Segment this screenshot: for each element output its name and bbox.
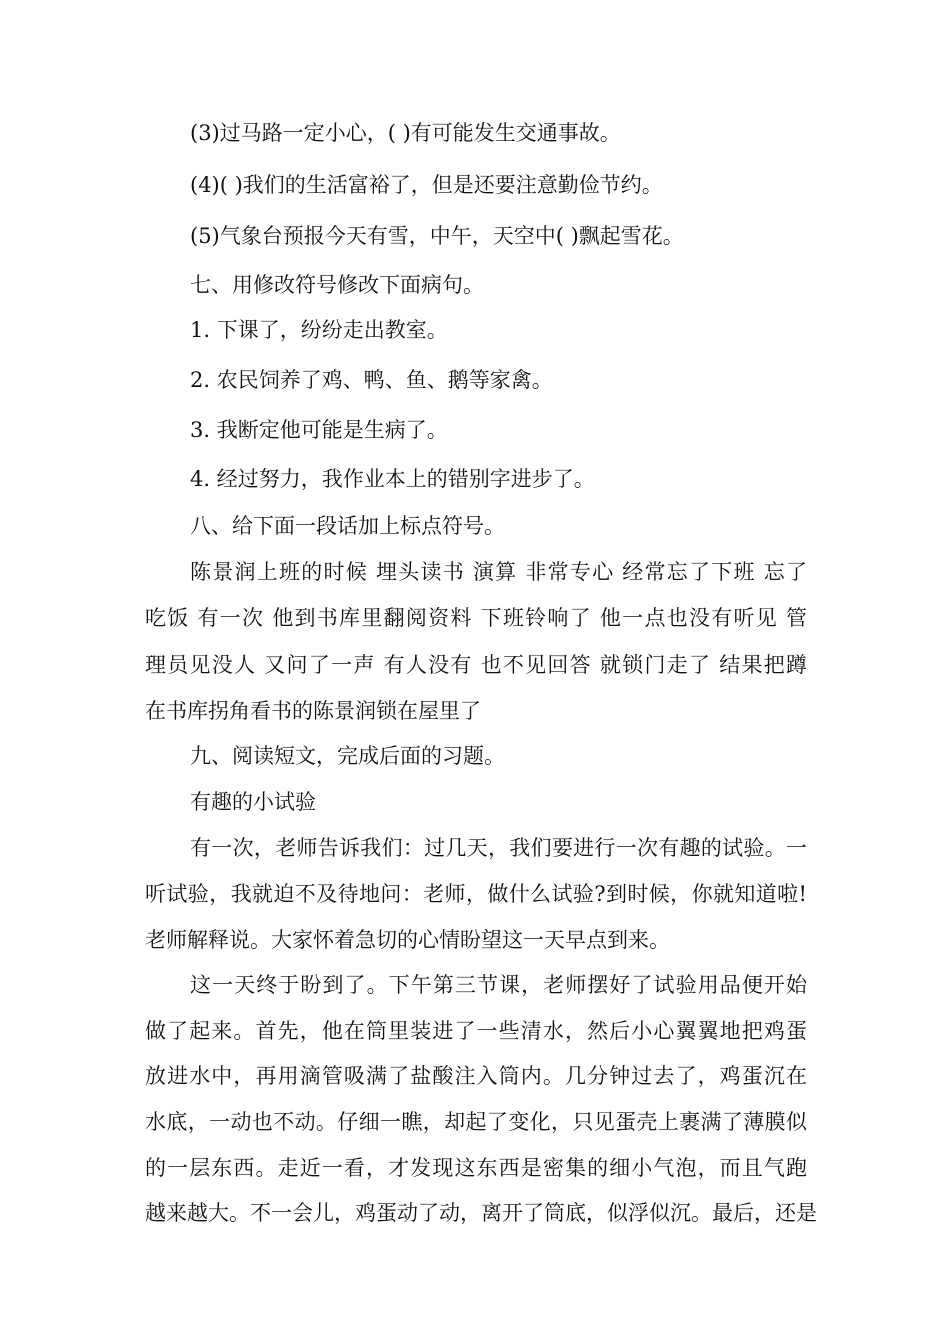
- story-line: 水底，一动也不动。仔细一瞧，却起了变化，只见蛋壳上裹满了薄膜似: [145, 1110, 807, 1134]
- fill-item-3: (3)过马路一定小心，( )有可能发生交通事故。: [190, 121, 621, 145]
- fill-item-4: (4)( )我们的生活富裕了，但是还要注意勤俭节约。: [190, 173, 663, 197]
- story-line: 听试验，我就迫不及待地问：老师，做什么试验?到时候，你就知道啦!: [145, 882, 807, 906]
- story-line: 的一层东西。走近一看，才发现这东西是密集的细小气泡，而且气跑: [145, 1156, 807, 1180]
- story-line: 越来越大。不一会儿，鸡蛋动了动，离开了筒底，似浮似沉。最后，还是: [145, 1201, 817, 1225]
- sentence-3: 3. 我断定他可能是生病了。: [190, 418, 448, 442]
- sentence-2: 2. 农民饲养了鸡、鸭、鱼、鹅等家禽。: [190, 368, 553, 392]
- passage-line: 吃饭 有一次 他到书库里翻阅资料 下班铃响了 他一点也没有听见 管: [145, 606, 807, 630]
- story-title: 有趣的小试验: [190, 790, 316, 814]
- story-line: 做了起来。首先，他在筒里装进了一些清水，然后小心翼翼地把鸡蛋: [145, 1019, 807, 1043]
- sentence-4: 4. 经过努力，我作业本上的错别字进步了。: [190, 467, 595, 491]
- passage-line: 在书库拐角看书的陈景润锁在屋里了: [145, 699, 481, 723]
- story-line: 放进水中，再用滴管吸满了盐酸注入筒内。几分钟过去了，鸡蛋沉在: [145, 1064, 807, 1088]
- section-9-heading: 九、阅读短文，完成后面的习题。: [190, 744, 505, 768]
- section-8-heading: 八、给下面一段话加上标点符号。: [190, 514, 505, 538]
- passage-line: 理员见没人 又问了一声 有人没有 也不见回答 就锁门走了 结果把蹲: [145, 653, 807, 677]
- fill-item-5: (5)气象台预报今天有雪，中午，天空中( )飘起雪花。: [190, 224, 684, 248]
- story-line: 这一天终于盼到了。下午第三节课，老师摆好了试验用品便开始: [190, 973, 807, 997]
- passage-line: 陈景润上班的时候 埋头读书 演算 非常专心 经常忘了下班 忘了: [190, 560, 807, 584]
- story-line: 老师解释说。大家怀着急切的心情盼望这一天早点到来。: [145, 928, 670, 952]
- sentence-1: 1. 下课了，纷纷走出教室。: [190, 318, 448, 342]
- section-7-heading: 七、用修改符号修改下面病句。: [190, 273, 484, 297]
- story-line: 有一次，老师告诉我们：过几天，我们要进行一次有趣的试验。一: [190, 836, 807, 860]
